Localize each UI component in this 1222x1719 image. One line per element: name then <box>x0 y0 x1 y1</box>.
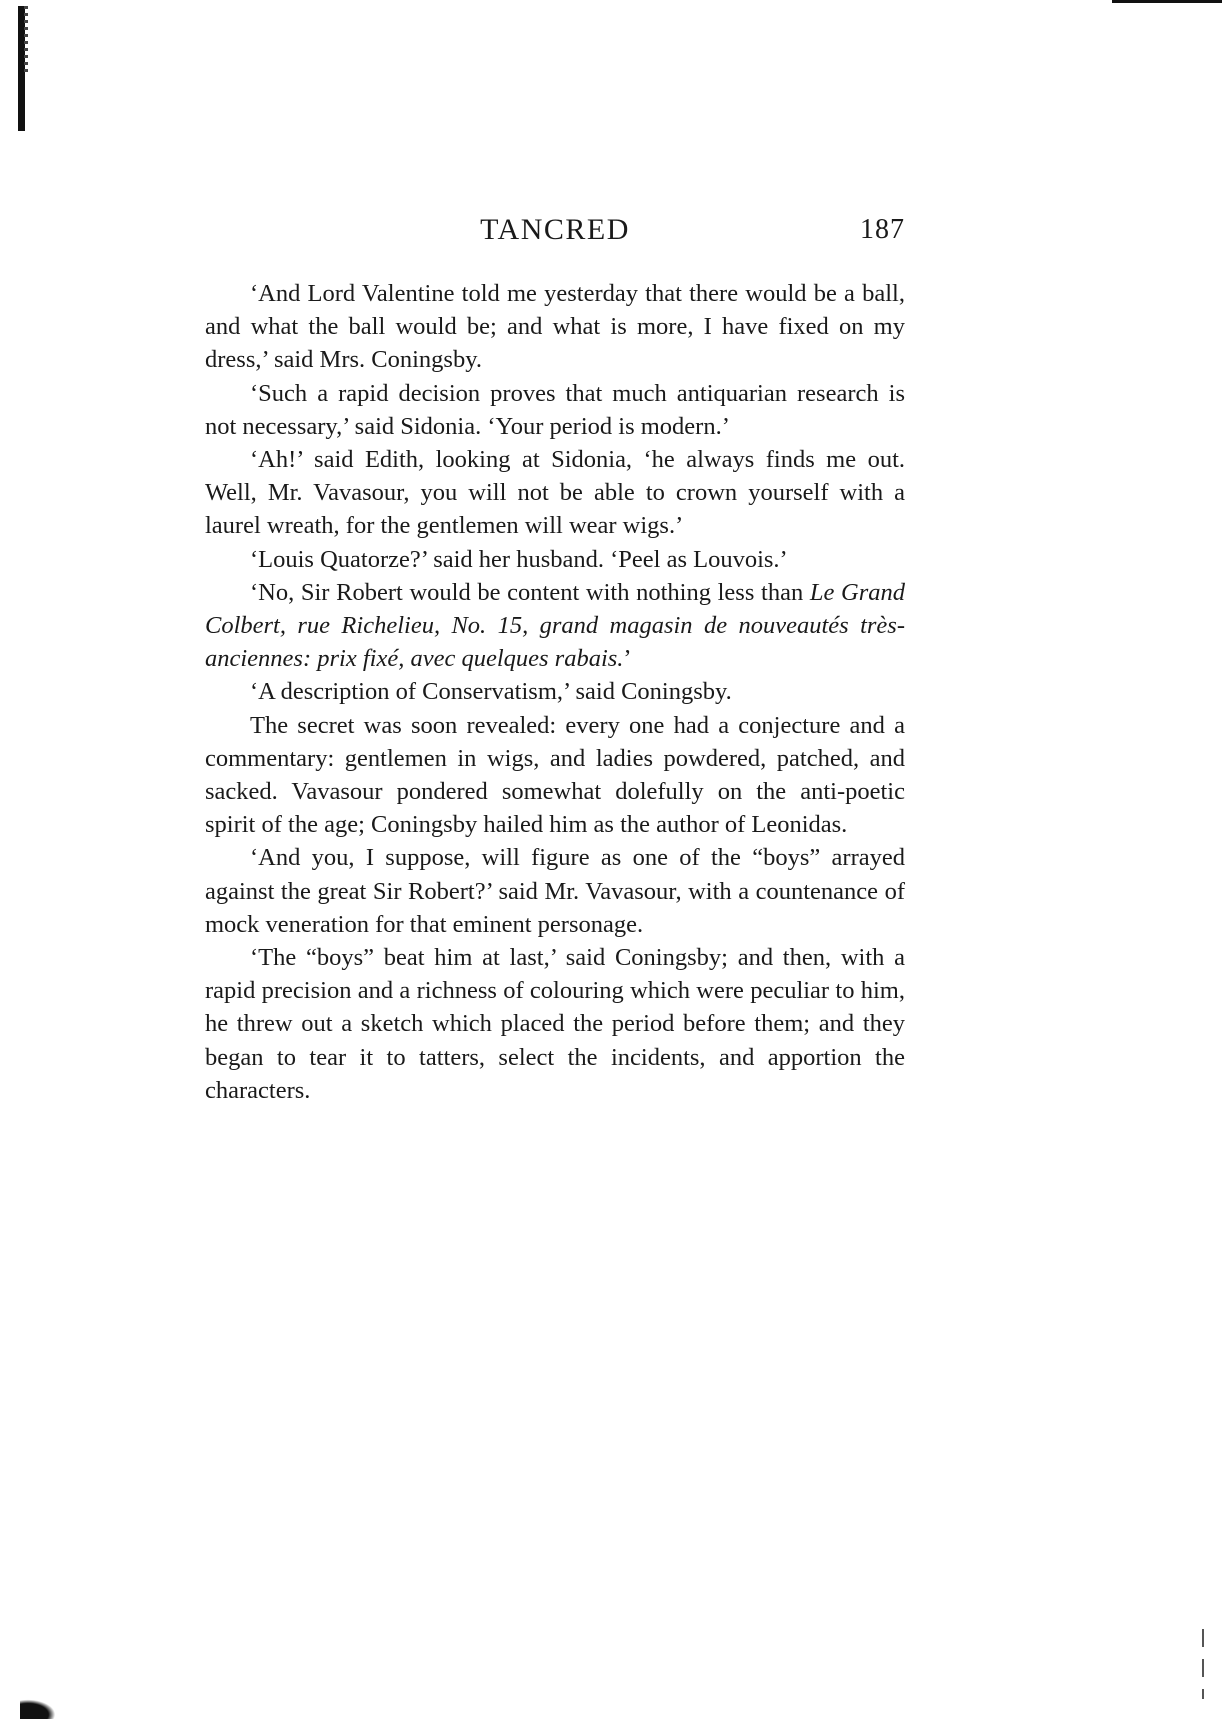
paragraph: ‘Louis Quatorze?’ said her husband. ‘Peel as Louvois.’ <box>250 545 788 573</box>
paragraph: ‘Ah!’ said Edith, looking at Sidonia, ‘he always finds me out. Well, Mr. Vavasour, you will not be able to crown yourself with a laurel wreath, for the gentlemen will wear wigs.’ <box>205 446 905 540</box>
paragraph: ‘And you, I suppose, will figure as one of the “boys” arrayed against the great Sir Robert?’ said Mr. Vavasour, with a countenance of mock veneration for that eminent personage. <box>205 844 905 938</box>
body-text <box>205 277 905 1107</box>
paragraph: ‘Such a rapid decision proves that much antiquarian research is not necessary,’ said Sidonia. ‘Your period is modern.’ <box>205 379 905 440</box>
paragraph: ‘The “boys” beat him at last,’ said Coningsby; and then, with a rapid precision and a richness of colouring which were peculiar to him, he threw out a sketch which placed the period before them; and they began to tear it to tatters, select the incidents, and apportion the characters. <box>205 944 905 1104</box>
running-title: TANCRED <box>480 213 630 246</box>
paragraph: ‘A description of Conservatism,’ said Coningsby. <box>250 678 732 706</box>
scan-edge-artifact <box>18 6 25 131</box>
scan-corner-artifact <box>20 1697 60 1719</box>
scan-ticks-artifact <box>1202 1629 1204 1699</box>
paragraph-text: ’ <box>623 645 632 673</box>
paragraph-with-italic <box>205 576 905 676</box>
paragraph: ‘And Lord Valentine told me yesterday that there would be a ball, and what the ball would be; and what is more, I have fixed on my dress,’ said Mrs. Coningsby. <box>205 280 905 374</box>
paragraph-text: ‘No, Sir Robert would be content with nothing less than <box>250 578 810 606</box>
paragraph: The secret was soon revealed: every one had a conjecture and a commentary: gentlemen in wigs, and ladies powdered, patched, and sacked. Vavasour pondered somewhat dolefully on the anti-poetic spirit of the age; Coningsby hailed him as the author of Leonidas. <box>205 711 905 839</box>
page-number: 187 <box>860 214 905 245</box>
page-header <box>205 210 905 250</box>
scan-rule-artifact <box>1112 0 1222 3</box>
italic-quotation: Le Grand Colbert, rue Richelieu, No. 15, grand magasin de nouveautés très-anciennes: prix fixé, avec quelques rabais. <box>205 578 905 673</box>
